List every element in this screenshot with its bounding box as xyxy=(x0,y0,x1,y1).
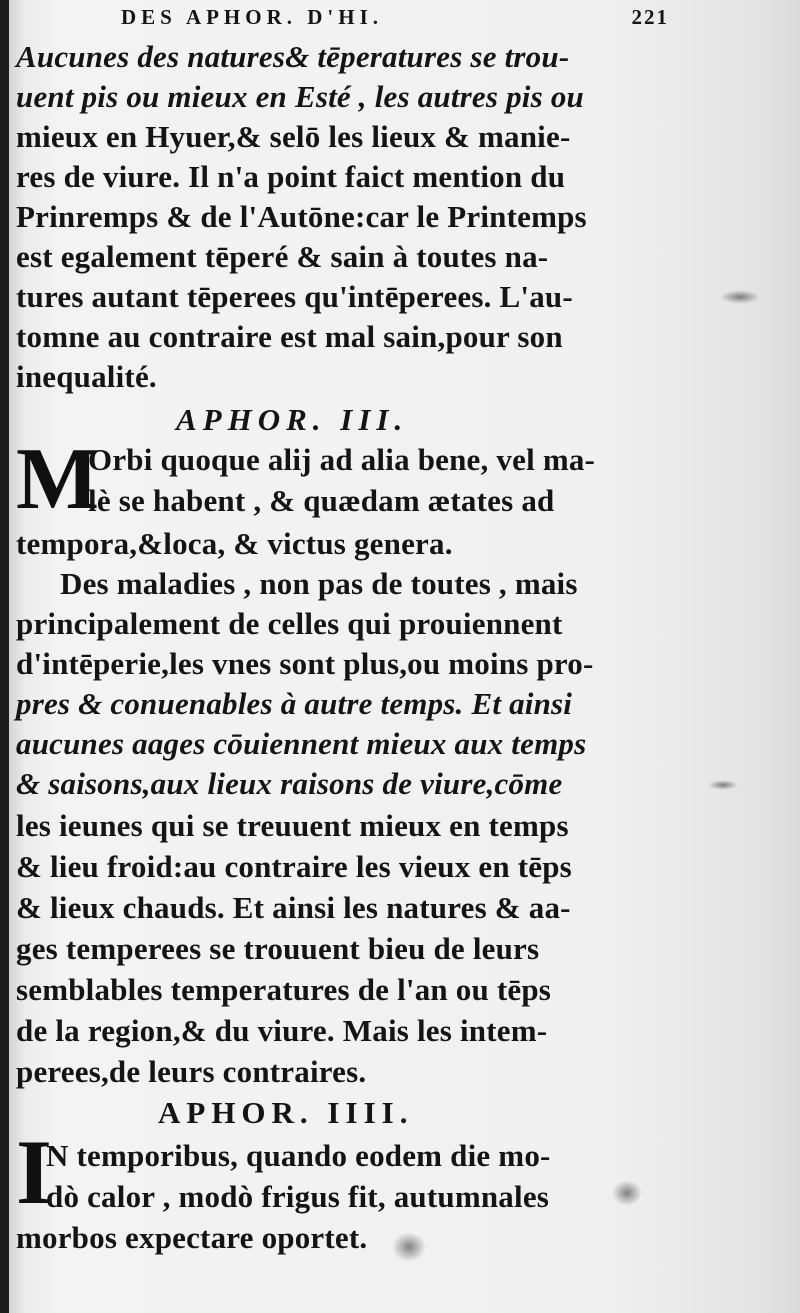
dropcap-i: I xyxy=(16,1121,52,1223)
paragraph2-line: d'intēperie,les vnes sont plus,ou moins pro- xyxy=(16,646,594,681)
paragraph2-line: de la region,& du viure. Mais les intem- xyxy=(16,1013,548,1048)
paragraph2-line: principalement de celles qui prouiennent xyxy=(16,606,563,641)
ink-smudge xyxy=(720,290,760,304)
paragraph2-line: & lieux chauds. Et ainsi les natures & aa- xyxy=(16,890,571,925)
paragraph1-line: Aucunes des natures& tēperatures se trou- xyxy=(16,39,570,74)
paragraph2-line: & lieu froid:au contraire les vieux en tēps xyxy=(16,849,572,884)
paragraph1-line: inequalité. xyxy=(16,359,157,394)
paragraph1-line: est egalement tēperé & sain à toutes na- xyxy=(16,239,549,274)
ink-smudge xyxy=(708,780,738,790)
aphorism3-line: lè se habent , & quædam ætates ad xyxy=(88,483,555,518)
text-block xyxy=(16,0,669,1313)
aphorism3-line: Orbi quoque alij ad alia bene, vel ma- xyxy=(88,442,596,477)
aphorism4-line: N temporibus, quando eodem die mo- xyxy=(46,1138,551,1173)
paragraph1-line: mieux en Hyuer,& selō les lieux & manie- xyxy=(16,119,571,154)
paragraph2-line: Des maladies , non pas de toutes , mais xyxy=(60,566,578,601)
dropcap-m: M xyxy=(16,431,100,528)
paragraph2-line: & saisons,aux lieux raisons de viure,cōme xyxy=(16,766,563,801)
page-number: 221 xyxy=(631,5,669,29)
ink-smudge xyxy=(392,1232,426,1262)
running-head xyxy=(121,2,669,32)
paragraph1-line: tomne au contraire est mal sain,pour son xyxy=(16,319,563,354)
paragraph2-line: perees,de leurs contraires. xyxy=(16,1054,367,1089)
aphorism-heading-4: APHOR. IIII. xyxy=(158,1095,414,1130)
ink-smudge xyxy=(612,1180,642,1206)
aphorism3-line: tempora,&loca, & victus genera. xyxy=(16,526,453,561)
paragraph1-line: uent pis ou mieux en Esté , les autres pis ou xyxy=(16,79,584,114)
paragraph1-line: res de viure. Il n'a point faict mention du xyxy=(16,159,566,194)
paragraph1-line: Prinremps & de l'Autōne:car le Printemps xyxy=(16,199,587,234)
paragraph2-line: aucunes aages cōuiennent mieux aux temps xyxy=(16,726,587,761)
page-spine-shadow xyxy=(0,0,9,1313)
paragraph2-line: pres & conuenables à autre temps. Et ainsi xyxy=(16,686,573,721)
aphorism-heading-3: APHOR. III. xyxy=(176,402,409,437)
aphorism4-line: morbos expectare oportet. xyxy=(16,1220,368,1255)
aphorism4-line: dò calor , modò frigus fit, autumnales xyxy=(46,1179,550,1214)
paragraph2-line: les ieunes qui se treuuent mieux en temps xyxy=(16,808,569,843)
paragraph2-line: ges temperees se trouuent bieu de leurs xyxy=(16,931,540,966)
paragraph2-line: semblables temperatures de l'an ou tēps xyxy=(16,972,552,1007)
running-head-title: DES APHOR. D'HI. xyxy=(121,5,384,29)
paragraph1-line: tures autant tēperees qu'intēperees. L'au- xyxy=(16,279,573,314)
